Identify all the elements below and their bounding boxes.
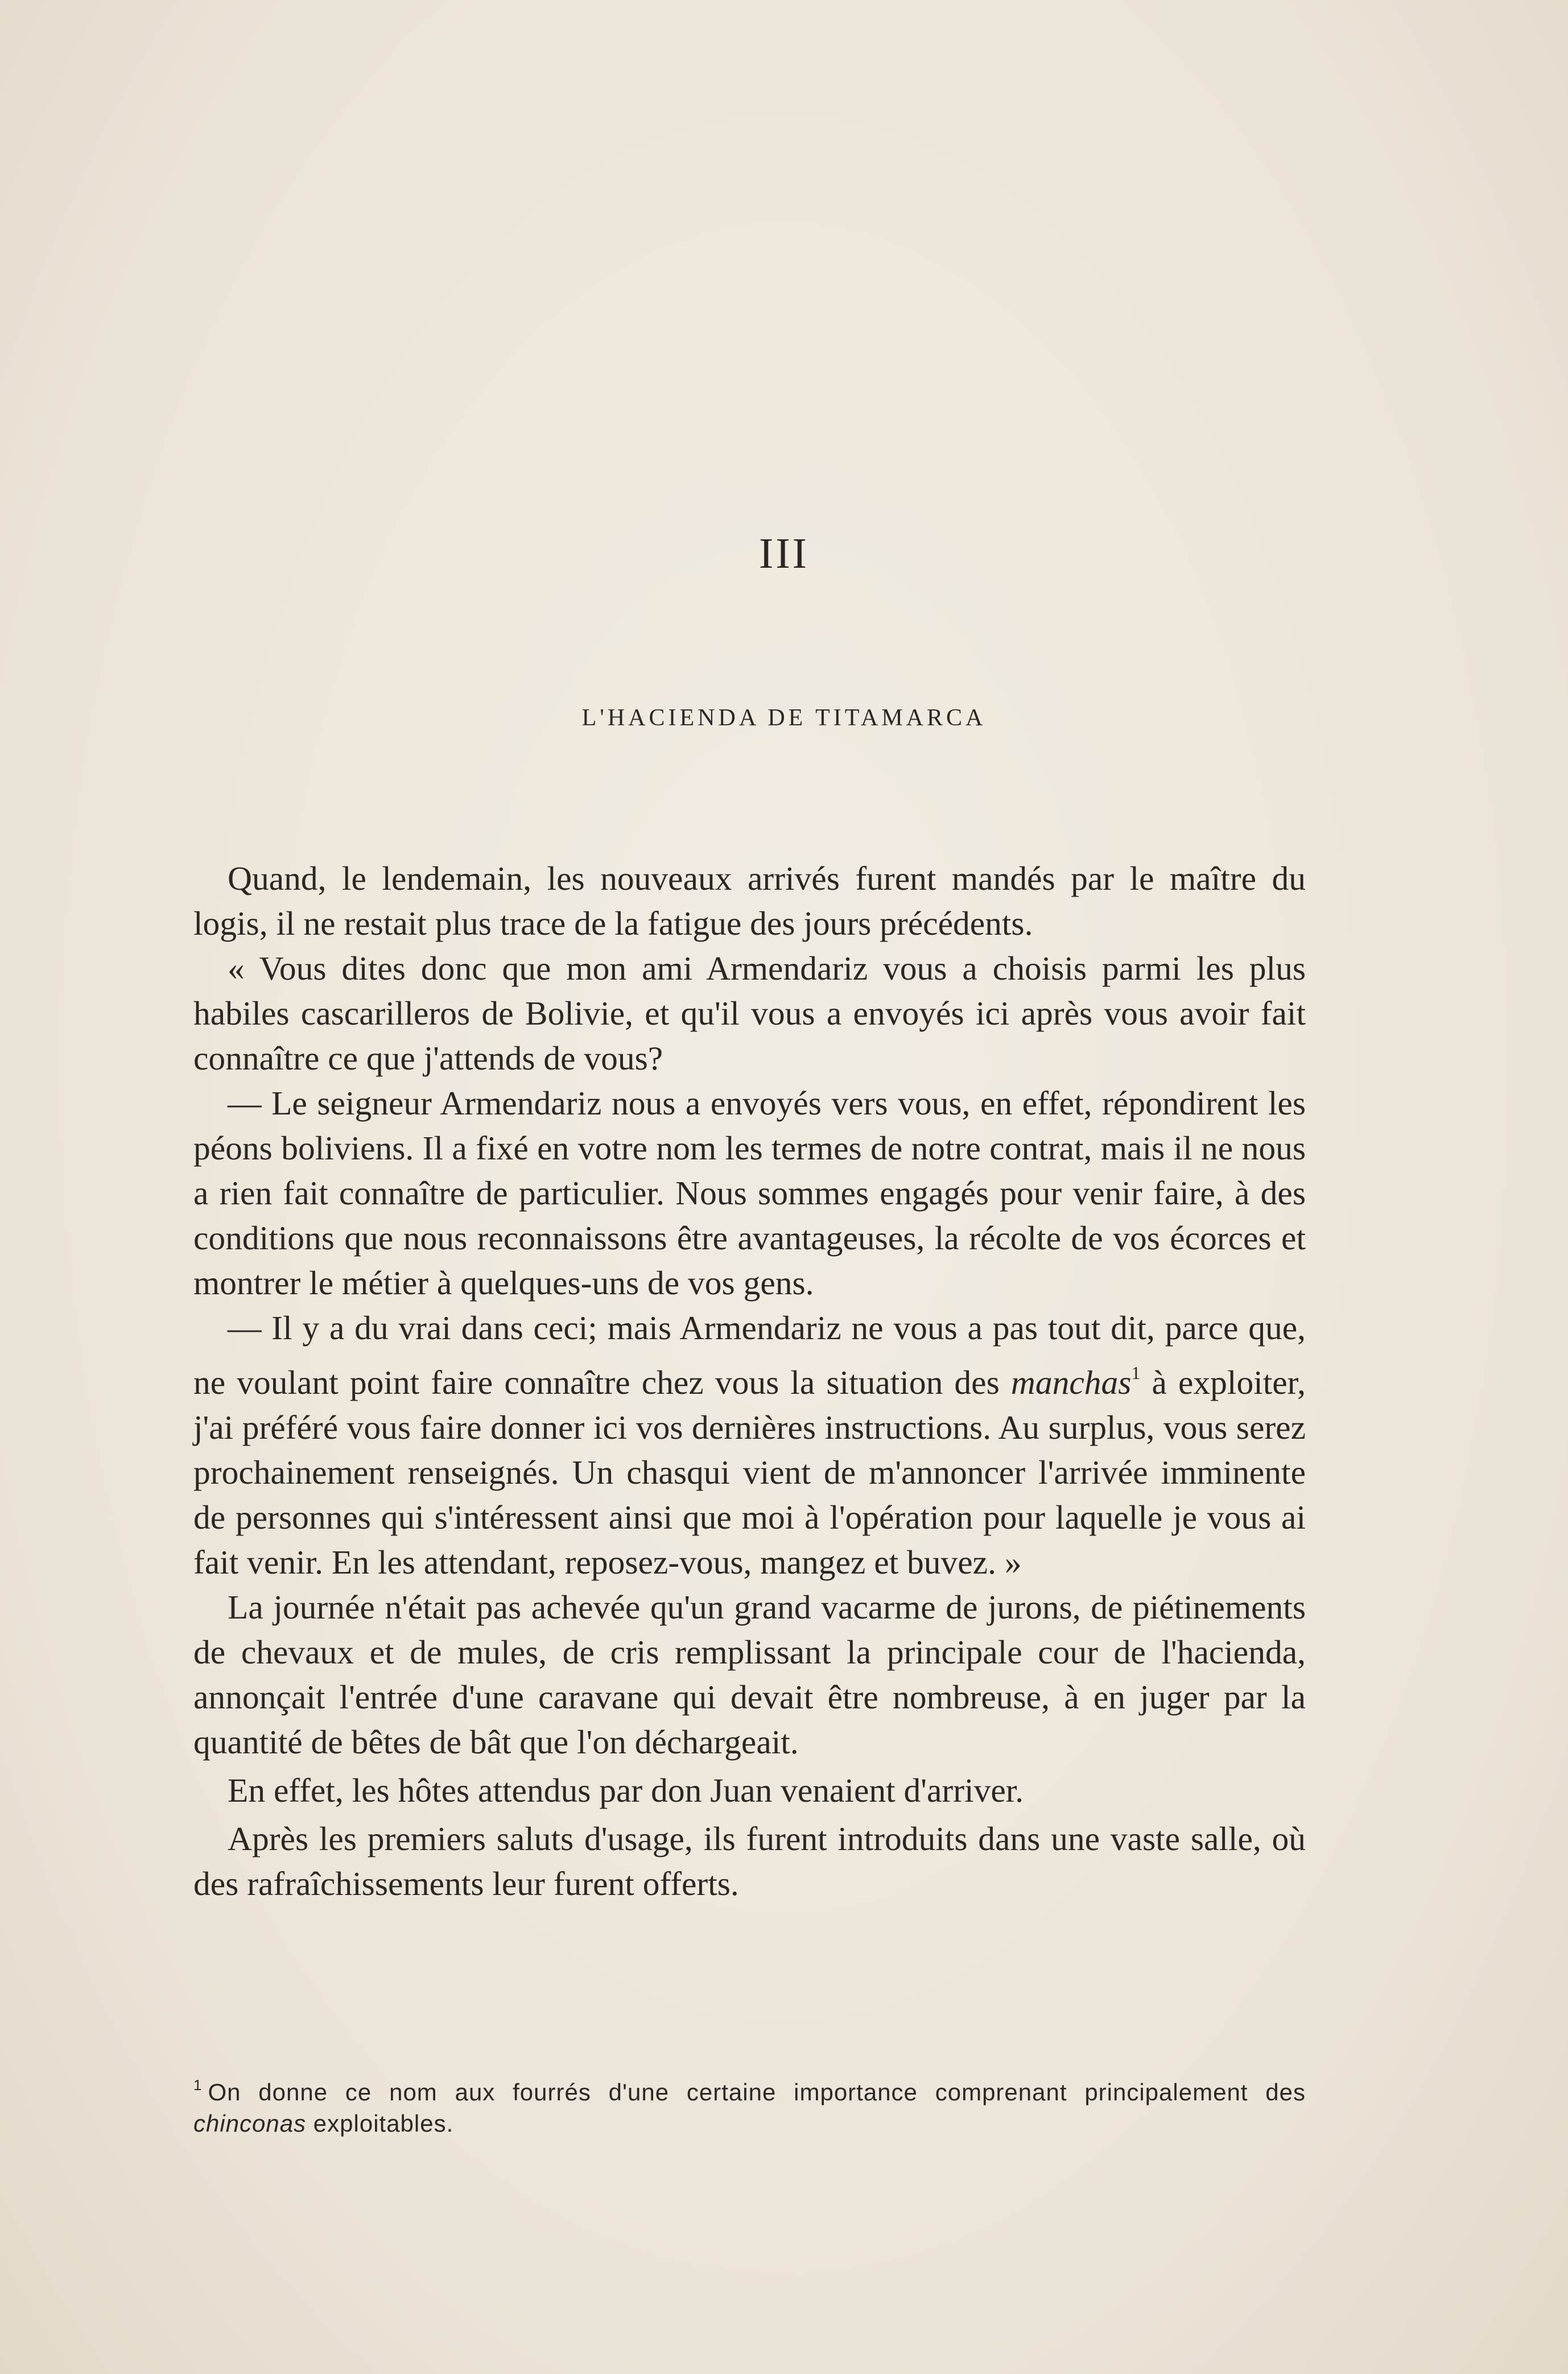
paragraph-4 [193, 1306, 1306, 1585]
paragraph-3: — Le seigneur Armendariz nous a envoyés vers vous, en effet, répondirent les péons boliviens. Il a fixé en votre nom les termes de notre contrat, mais il ne nous a rien fait connaître de particulier. Nous sommes engagés pour venir faire, à des conditions que nous reconnaissons être avantageuses, la récolte de vos écorces et montrer le métier à quelques-uns de vos gens. [193, 1084, 1306, 1302]
footnote-mark: 1 [193, 2076, 203, 2094]
chapter-number: III [759, 530, 809, 577]
paragraph-6: En effet, les hôtes attendus par don Juan venaient d'arriver. [228, 1772, 1024, 1809]
paragraph-7: Après les premiers saluts d'usage, ils furent introduits dans une vaste salle, où des rafraîchissements leur furent offerts. [193, 1820, 1306, 1902]
body-text [193, 856, 1306, 1906]
footnote-text-end: exploitables. [313, 2110, 454, 2137]
paragraph-2: « Vous dites donc que mon ami Armendariz vous a choisis parmi les plus habiles cascarilleros de Bolivie, et qu'il vous a envoyés ici après vous avoir fait connaître ce que j'attends de vous? [193, 949, 1306, 1077]
paragraph-4-end: à exploiter, j'ai préféré vous faire donner ici vos dernières instructions. Au surplus, vous serez prochainement renseignés. Un chasqui vient de m'annoncer l'arrivée imminente de personnes qui s'intéressent ainsi que moi à l'opération pour laquelle je vous ai fait venir. En les attendant, reposez-vous, mangez et buvez. » [193, 1364, 1306, 1581]
paragraph-4-start: — Il y a du vrai dans ceci; mais Armendariz ne vous a pas tout dit, parce que, ne voulant point faire connaître chez vous la situation des [193, 1309, 1306, 1401]
paragraph-1: Quand, le lendemain, les nouveaux arrivés furent mandés par le maître du logis, il ne restait plus trace de la fatigue des jours précédents. [193, 860, 1306, 942]
paragraph-5: La journée n'était pas achevée qu'un grand vacarme de jurons, de piétinements de chevaux et de mules, de cris remplissant la principale cour de l'hacienda, annonçait l'entrée d'une caravane qui devait être nombreuse, à en juger par la quantité de bêtes de bât que l'on déchargeait. [193, 1588, 1306, 1761]
chapter-title: L'HACIENDA DE TITAMARCA [581, 705, 987, 731]
footnote-reference: 1 [1131, 1363, 1141, 1383]
manchas-term: manchas [1010, 1364, 1132, 1401]
chinconas-term: chinconas [193, 2110, 307, 2137]
footnote-text-start: On donne ce nom aux fourrés d'une certaine importance comprenant principalement des [208, 2079, 1306, 2105]
footnote [193, 2070, 1306, 2139]
